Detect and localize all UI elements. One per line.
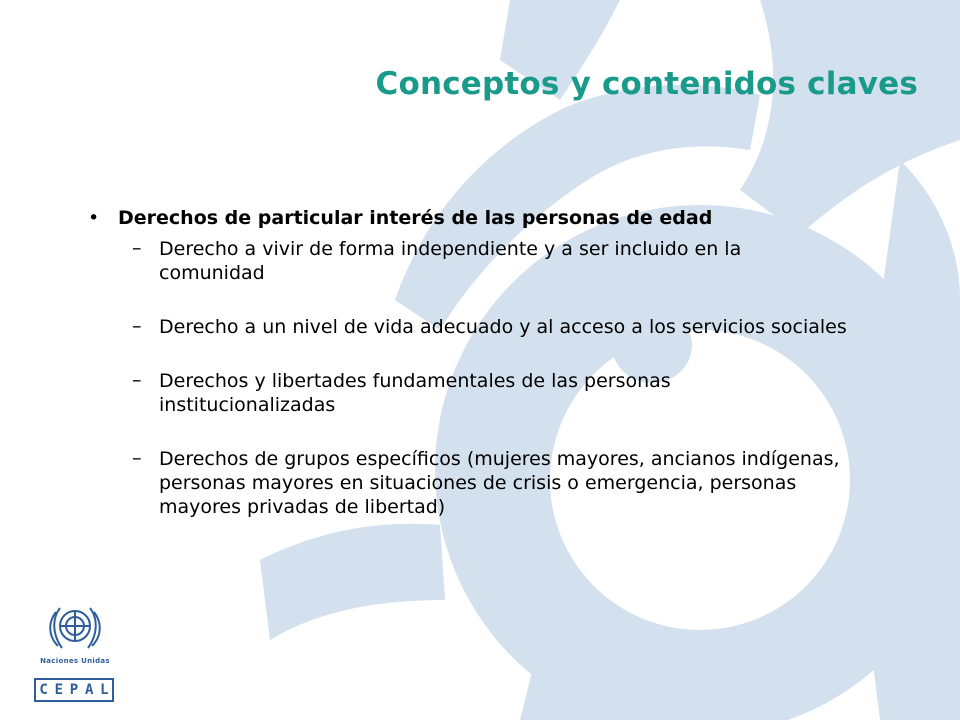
main-bullet-text: Derechos de particular interés de las personas de edad: [118, 207, 713, 229]
slide-title: Conceptos y contenidos claves: [375, 66, 918, 102]
dash-icon: –: [132, 315, 142, 337]
un-cepal-logo: [30, 598, 120, 710]
sub-item-text: Derechos de grupos específicos (mujeres mayores, ancianos indígenas, personas mayores en situaciones de crisis o emergencia, personas mayores privadas de libertad): [159, 448, 840, 518]
sub-item-text: Derecho a vivir de forma independiente y a ser incluido en la comunidad: [159, 238, 742, 284]
dash-icon: –: [132, 447, 142, 469]
cepal-letter: E: [54, 682, 63, 698]
sub-item-text: Derecho a un nivel de vida adecuado y al acceso a los servicios sociales: [159, 316, 847, 338]
sub-item: [132, 447, 878, 519]
logo-caption: Naciones Unidas: [40, 657, 110, 665]
dash-icon: –: [132, 237, 142, 259]
cepal-letter: C: [39, 682, 48, 698]
cepal-letter: A: [84, 682, 94, 698]
main-bullet: [88, 207, 878, 229]
sub-item: [132, 315, 878, 339]
sub-list: [132, 237, 878, 519]
bullet-icon: •: [88, 207, 100, 229]
cepal-wordmark: [34, 678, 114, 702]
content-area: [88, 207, 878, 549]
un-emblem-icon: [30, 598, 120, 656]
cepal-letter: L: [100, 682, 109, 698]
sub-item-text: Derechos y libertades fundamentales de las personas institucionalizadas: [159, 370, 671, 416]
cepal-letter: P: [69, 682, 79, 698]
sub-item: [132, 369, 878, 417]
dash-icon: –: [132, 369, 142, 391]
sub-item: [132, 237, 878, 285]
